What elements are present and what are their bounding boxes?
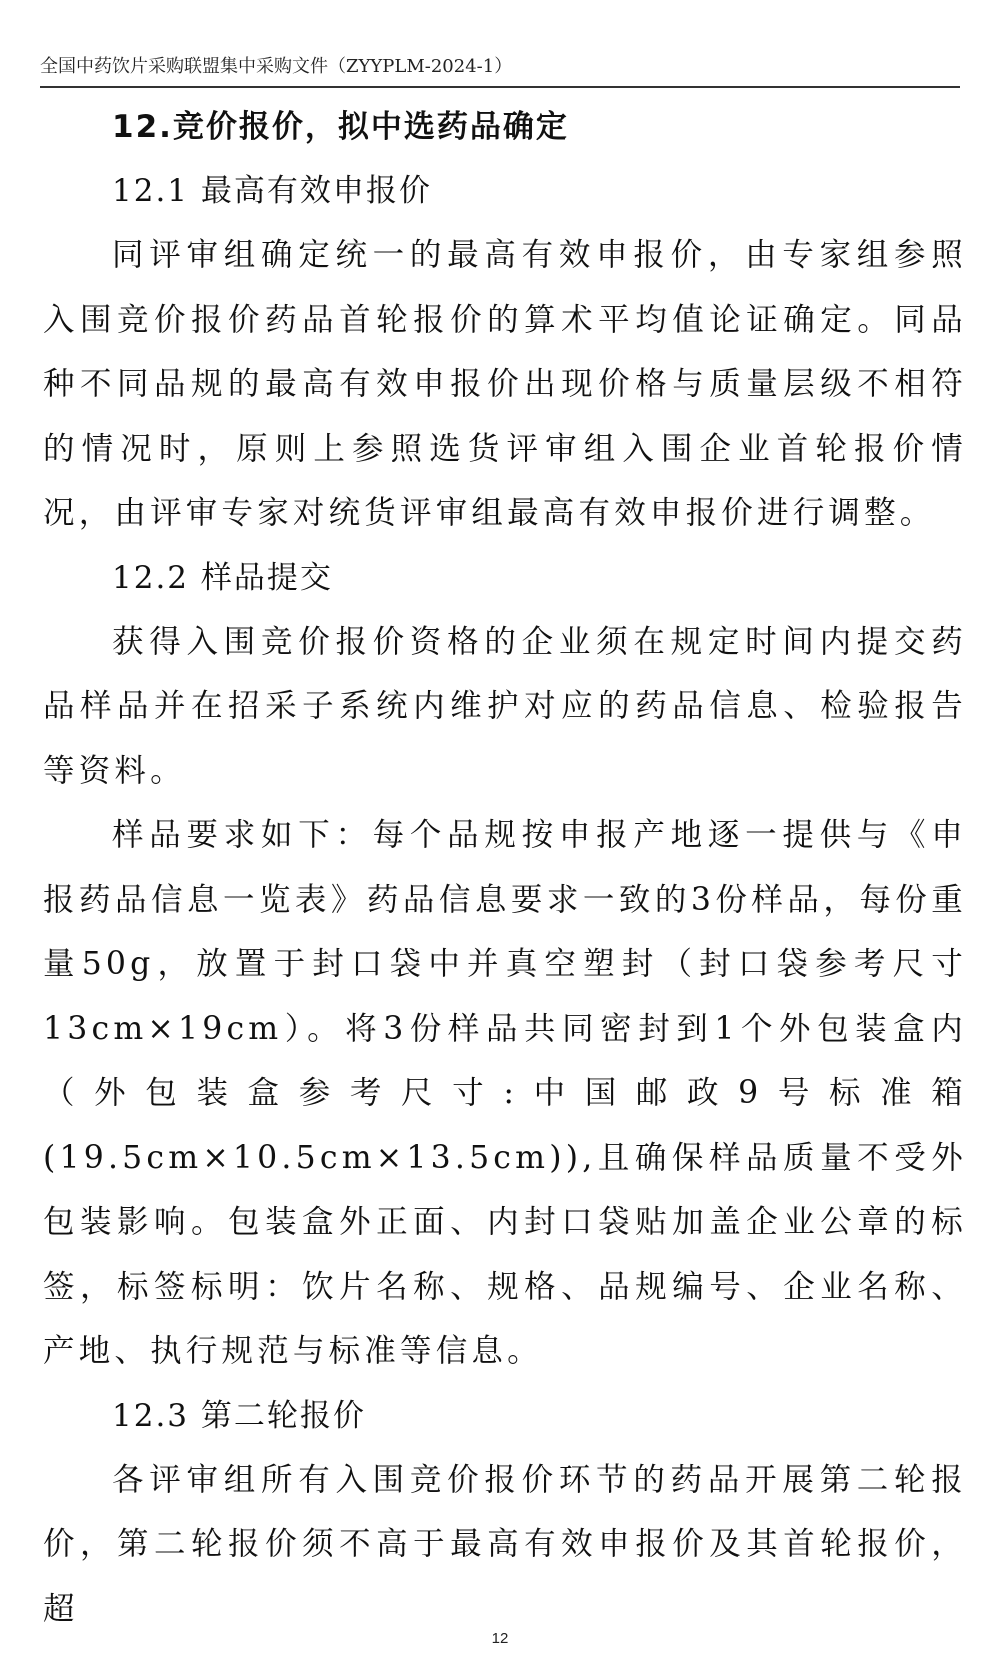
- paragraph: 各评审组所有入围竞价报价环节的药品开展第二轮报价，第二轮报价须不高于最高有效申报价及其首轮报价，超: [43, 1461, 967, 1627]
- paragraph: 获得入围竞价报价资格的企业须在规定时间内提交药品样品并在招采子系统内维护对应的药品信息、检验报告等资料。: [43, 623, 967, 789]
- running-header: 全国中药饮片采购联盟集中采购文件（ZYYPLM-2024-1）: [40, 56, 960, 88]
- paragraph: 样品要求如下：每个品规按申报产地逐一提供与《申报药品信息一览表》药品信息要求一致的3份样品，每份重量50g，放置于封口袋中并真空塑封（封口袋参考尺寸13cm×19cm）。将3份样品共同密封到1个外包装盒内（外包装盒参考尺寸:中国邮政9号标准箱(19.5cm×10.5cm×13.5cm)),且确保样品质量不受外包装影响。包装盒外正面、内封口袋贴加盖企业公章的标签，标签标明：饮片名称、规格、品规编号、企业名称、产地、执行规范与标准等信息。: [43, 817, 967, 1369]
- subsection-heading-12-2: 12.2 样品提交: [112, 559, 333, 596]
- paragraph: 同评审组确定统一的最高有效申报价，由专家组参照入围竞价报价药品首轮报价的算术平均值论证确定。同品种不同品规的最高有效申报价出现价格与质量层级不相符的情况时，原则上参照选货评审组入围企业首轮报价情况，由评审专家对统货评审组最高有效申报价进行调整。: [43, 237, 967, 531]
- page-body: [43, 95, 967, 1641]
- page-number: 12: [491, 1630, 509, 1647]
- subsection-heading-12-1: 12.1 最高有效申报价: [112, 173, 432, 209]
- subsection-heading-12-3: 12.3 第二轮报价: [112, 1397, 366, 1434]
- section-heading: 12.竞价报价，拟中选药品确定: [112, 109, 569, 145]
